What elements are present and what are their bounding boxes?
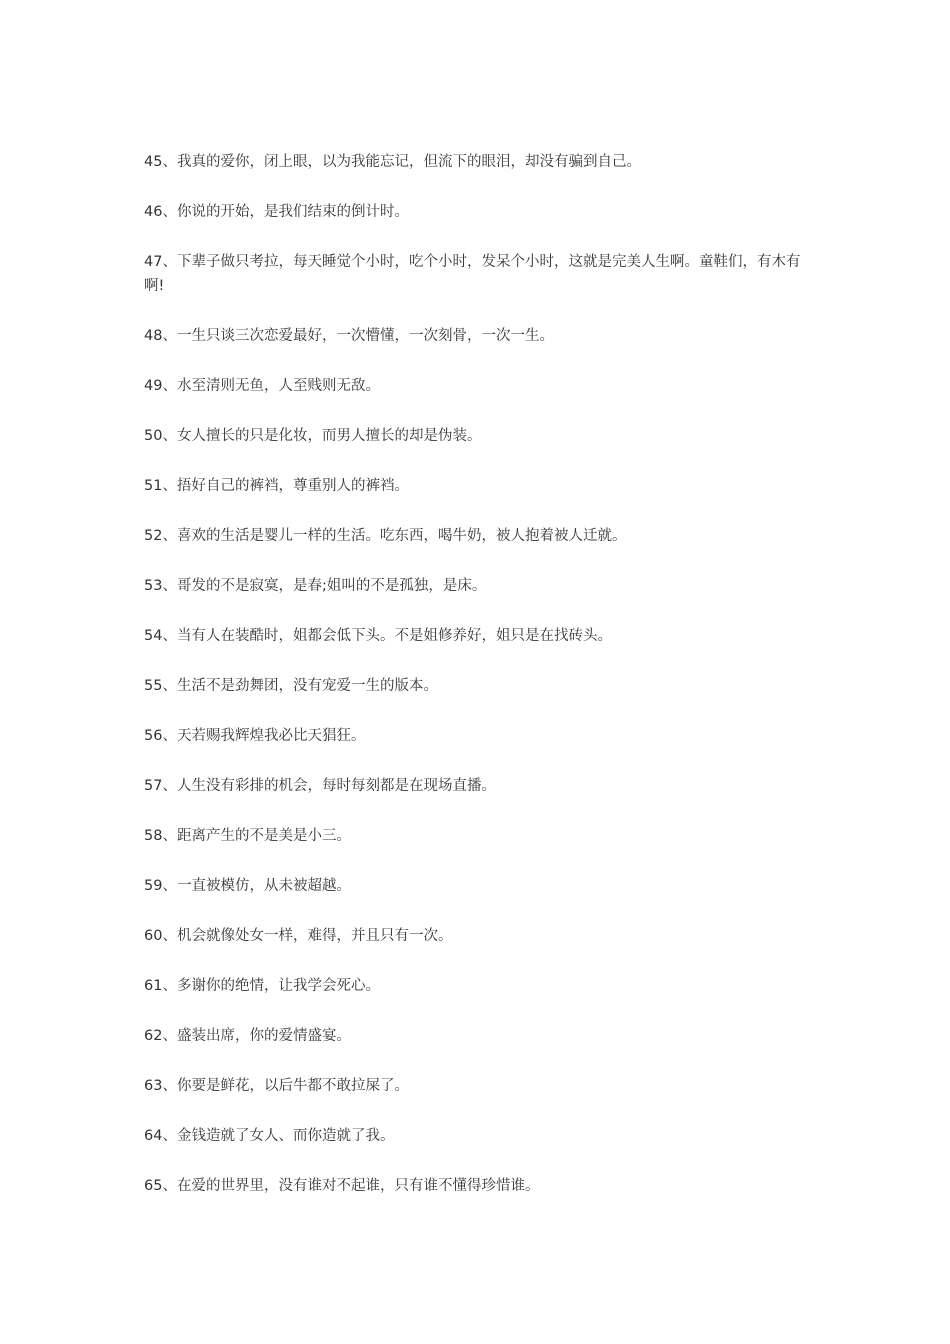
list-item: 50、女人擅长的只是化妆，而男人擅长的却是伪装。	[144, 428, 482, 444]
list-item: 46、你说的开始，是我们结束的倒计时。	[144, 204, 409, 220]
list-item: 51、捂好自己的裤裆，尊重别人的裤裆。	[144, 478, 409, 494]
list-item: 59、一直被模仿，从未被超越。	[144, 878, 351, 894]
list-item: 65、在爱的世界里，没有谁对不起谁，只有谁不懂得珍惜谁。	[144, 1178, 540, 1194]
list-item: 61、多谢你的绝情，让我学会死心。	[144, 978, 380, 994]
list-item: 63、你要是鲜花，以后牛都不敢拉屎了。	[144, 1078, 409, 1094]
list-item: 47、下辈子做只考拉，每天睡觉个小时，吃个小时，发呆个小时，这就是完美人生啊。童鞋们，有木有啊!	[144, 254, 801, 294]
list-item: 53、哥发的不是寂寞，是春;姐叫的不是孤独，是床。	[144, 578, 487, 594]
list-item: 56、天若赐我辉煌我必比天猖狂。	[144, 728, 366, 744]
list-item: 64、金钱造就了女人、而你造就了我。	[144, 1128, 395, 1144]
list-item: 52、喜欢的生活是婴儿一样的生活。吃东西，喝牛奶，被人抱着被人迁就。	[144, 528, 627, 544]
quote-list	[144, 150, 806, 1224]
list-item: 48、一生只谈三次恋爱最好，一次懵懂，一次刻骨，一次一生。	[144, 328, 554, 344]
list-item: 54、当有人在装酷时，姐都会低下头。不是姐修养好，姐只是在找砖头。	[144, 628, 612, 644]
list-item: 49、水至清则无鱼，人至贱则无敌。	[144, 378, 380, 394]
list-item: 55、生活不是劲舞团，没有宠爱一生的版本。	[144, 678, 438, 694]
list-item: 58、距离产生的不是美是小三。	[144, 828, 351, 844]
list-item: 45、我真的爱你，闭上眼，以为我能忘记，但流下的眼泪，却没有骗到自己。	[144, 154, 641, 170]
list-item: 57、人生没有彩排的机会，每时每刻都是在现场直播。	[144, 778, 496, 794]
list-item: 62、盛装出席，你的爱情盛宴。	[144, 1028, 351, 1044]
list-item: 60、机会就像处女一样，难得，并且只有一次。	[144, 928, 453, 944]
